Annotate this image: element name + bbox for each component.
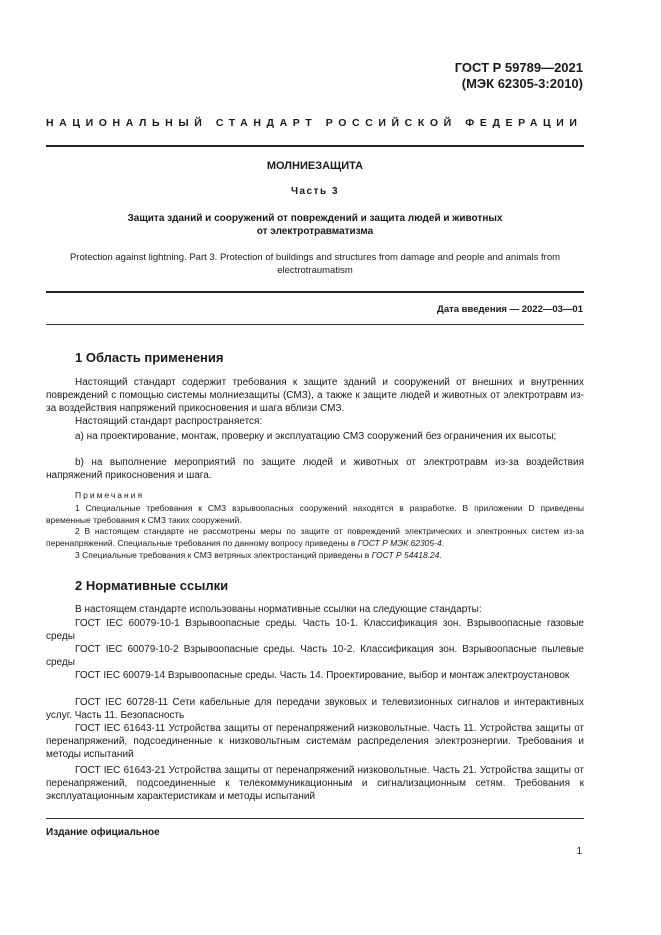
paragraph-text: а) на проектирование, монтаж, проверку и эксплуатацию СМЗ сооружений без ограничения их высоты; [75,431,557,442]
reference-text: ГОСТ IEC 60079-10-2 Взрывоопасные среды. Часть 10-2. Классификация зон. Взрывоопасные пылевые среды [46,644,584,668]
paragraph [46,376,584,415]
note [46,550,584,562]
paragraph [46,415,584,428]
note-text: 3 Специальные требования к СМЗ ветряных электростанций приведены в [75,550,372,560]
reference-item [46,696,584,722]
reference-text: ГОСТ IEC 61643-11 Устройства защиты от перенапряжений низковольтные. Часть 11. Устройства защиты от перенапряжений, подсоединенные к низковольтным системам распределения электроэнергии. Требования и методы испытаний [46,723,584,760]
date-rule [46,324,584,325]
english-title [46,252,584,277]
english-title-line: Protection against lightning. Part 3. Protection of buildings and structures from damage and people and animals from [69,252,561,263]
reference-item [46,669,584,682]
note-text: . [441,537,445,548]
subtitle-line: от электротравматизма [256,226,374,237]
section-heading: 2 Нормативные ссылки [75,578,229,593]
note [46,503,584,526]
paragraph-text: Настоящий стандарт содержит требования к защите зданий и сооружений от внешних и внутренних повреждений с помощью системы молниезащиты (СМЗ), а также к защите людей и животных от электротравм из-за воздействия напряжений прикосновения и шага вблизи СМЗ. [46,377,584,414]
introduction-date: Дата введения — 2022—03—01 [437,304,583,315]
gost-number: ГОСТ Р 59789—2021 [454,60,583,75]
reference-item [46,722,584,761]
note-text: . [439,550,442,560]
note [46,526,584,549]
header-rule [46,145,584,147]
national-standard-title: НАЦИОНАЛЬНЫЙ СТАНДАРТ РОССИЙСКОЙ ФЕДЕРАЦИИ [46,117,583,129]
list-item [46,456,584,482]
notes-title: Примечания [75,490,145,500]
paragraph [46,603,584,616]
paragraph-text: Настоящий стандарт распространяется: [75,416,263,427]
paragraph-text: b) на выполнение мероприятий по защите людей и животных от электротравм из-за воздействия напряжений прикосновения и шага. [46,457,584,481]
page-number: 1 [576,846,582,857]
iec-number: (МЭК 62305-3:2010) [461,76,583,91]
list-item [46,430,584,443]
reference-text: ГОСТ IEC 60728-11 Сети кабельные для передачи звуковых и телевизионных сигналов и интерактивных услуг. Часть 11. Безопасность [46,697,584,721]
english-title-line: electrotraumatism [277,264,353,276]
note-text: 2 В настоящем стандарте не рассмотрены меры по защите от повреждений электрических и электронных систем из-за перенапряжений. Специальные требования по данному вопросу приведены в [46,526,584,548]
reference-item [46,617,584,643]
subtitle-line: Защита зданий и сооружений от повреждений и защита людей и животных [127,213,503,224]
reference-text: ГОСТ IEC 61643-21 Устройства защиты от перенапряжений низковольтные. Часть 21. Устройства защиты от перенапряжений, подсоединенные к телекоммуникационным и сигнализационным сетям. Требования к эксплуатационным характеристикам и методы испытаний [46,765,584,802]
footer-rule [46,818,584,819]
title-rule [46,291,584,293]
note-reference: ГОСТ Р 54418.24 [371,550,440,560]
section-heading: 1 Область применения [75,350,224,365]
reference-text: ГОСТ IEC 60079-14 Взрывоопасные среды. Часть 14. Проектирование, выбор и монтаж электроустановок [75,670,570,681]
standard-subtitle [46,212,584,238]
note-reference: ГОСТ Р МЭК 62305-4 [357,537,442,548]
paragraph-text: В настоящем стандарте использованы нормативные ссылки на следующие стандарты: [75,604,482,615]
note-text: 1 Специальные требования к СМЗ взрывоопасных сооружений находятся в разработке. В приложении D приведены временные требования к СМЗ таких сооружений. [46,503,584,525]
reference-item [46,764,584,803]
standard-title: МОЛНИЕЗАЩИТА [266,160,364,172]
reference-item [46,643,584,669]
document-code [455,60,583,92]
reference-text: ГОСТ IEC 60079-10-1 Взрывоопасные среды. Часть 10-1. Классификация зон. Взрывоопасные газовые среды [46,618,584,642]
edition-label: Издание официальное [46,827,160,838]
part-label: Часть 3 [290,186,340,197]
